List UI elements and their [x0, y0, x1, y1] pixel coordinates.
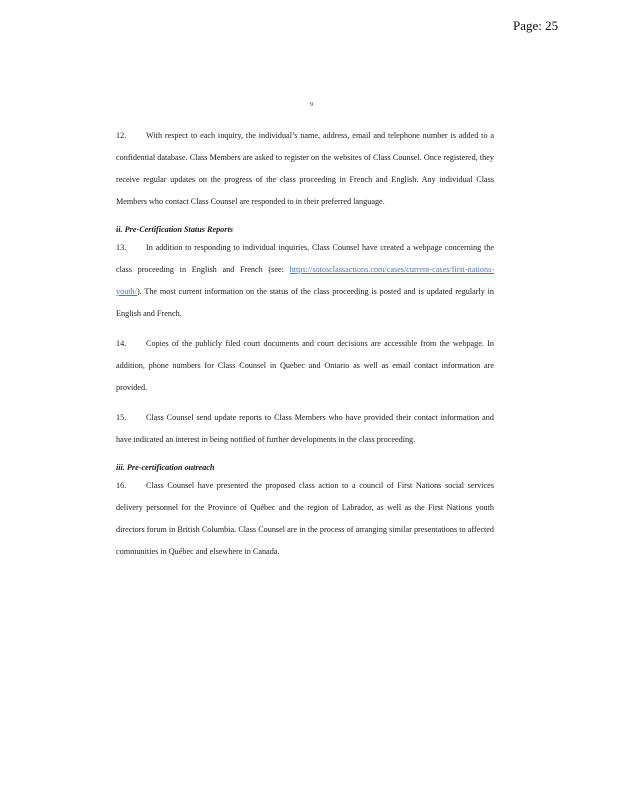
section-heading-outreach: iii. Pre-certification outreach: [116, 463, 215, 472]
paragraph-text: Copies of the publicly filed court documents and court decisions are accessible from the webpage. In addition, phone numbers for Class Counsel in Quebec and Ontario as well as email contact information are provided.: [116, 339, 494, 392]
webpage-link[interactable]: https://sotosclassactions.com/cases/current-cases/first-nations-youth/: [116, 265, 494, 296]
paragraph-number: 16.: [116, 481, 127, 490]
page-number: 9: [309, 101, 314, 108]
paragraph-number: 14.: [116, 339, 127, 348]
paragraph-12: [116, 125, 494, 213]
paragraph-16: [116, 475, 494, 563]
paragraph-15: [116, 407, 494, 451]
paragraph-13: [116, 237, 494, 325]
paragraph-text: ). The most current information on the status of the class proceeding is posted and is updated regularly in English and French.: [116, 287, 494, 318]
section-heading-status-reports: ii. Pre-Certification Status Reports: [116, 225, 233, 234]
paragraph-text: In addition to responding to individual inquiries, Class Counsel have created a webpage concerning the class proceeding in English and French (see:: [116, 243, 494, 274]
paragraph-text: With respect to each inquiry, the individual’s name, address, email and telephone number is added to a confidential database. Class Members are asked to register on the websites of Class Counsel. Once registered, they receive regular updates on the progress of the class proceeding in French and English. Any individual Class Members who contact Class Counsel are responded to in their preferred language.: [116, 131, 494, 206]
page-stamp: Page: 25: [513, 18, 559, 33]
paragraph-number: 15.: [116, 413, 127, 422]
paragraph-number: 13.: [116, 243, 127, 252]
paragraph-number: 12.: [116, 131, 127, 140]
paragraph-14: [116, 333, 494, 399]
paragraph-text: Class Counsel send update reports to Class Members who have provided their contact information and have indicated an interest in being notified of further developments in the class proceeding.: [116, 413, 494, 444]
document-body: [116, 125, 494, 563]
paragraph-text: Class Counsel have presented the proposed class action to a council of First Nations social services delivery personnel for the Province of Québec and the region of Labrador, as well as the First Nations youth directors forum in British Columbia. Class Counsel are in the process of arranging similar presentations to affected communities in Québec and elsewhere in Canada.: [116, 481, 494, 556]
